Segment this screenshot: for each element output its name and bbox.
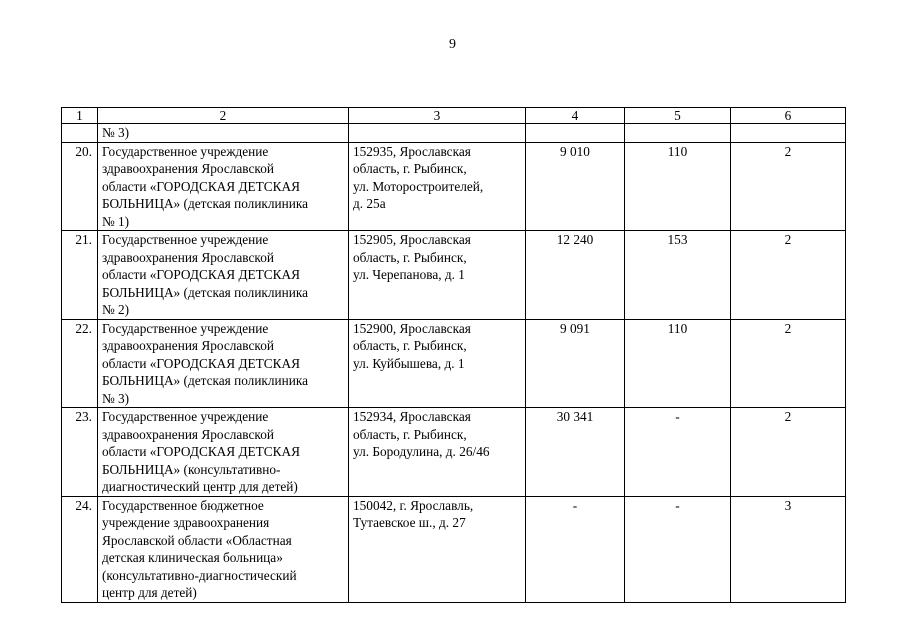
column-4-value: 9 091 (526, 319, 625, 408)
column-6-value: 2 (731, 231, 846, 320)
address-line: 152900, Ярославская (353, 320, 471, 336)
table-row (62, 124, 846, 143)
institution-name-line: Государственное учреждение (102, 232, 269, 247)
institution-name-line: № 3) (102, 125, 130, 140)
address-line: 152934, Ярославская (353, 409, 471, 424)
row-number: 20. (62, 142, 98, 231)
column-header: 4 (526, 108, 625, 124)
institution-name-line: Государственное учреждение (102, 409, 269, 424)
institution-name-line: области «ГОРОДСКАЯ ДЕТСКАЯ (102, 355, 301, 371)
institution-name-line: детская клиническая больница» (102, 550, 283, 565)
address-line: Тутаевское ш., д. 27 (353, 515, 466, 530)
column-5-value: 153 (625, 231, 731, 320)
address-line: область, г. Рыбинск, (353, 249, 467, 265)
address-line: область, г. Рыбинск, (353, 161, 467, 176)
row-number: 23. (62, 408, 98, 497)
institution-name (98, 319, 349, 408)
column-4-value (526, 124, 625, 143)
address (349, 231, 526, 320)
column-6-value: 2 (731, 408, 846, 497)
column-6-value: 2 (731, 142, 846, 231)
column-4-value: 12 240 (526, 231, 625, 320)
address (349, 319, 526, 408)
table-row (62, 408, 846, 497)
institution-name-line: области «ГОРОДСКАЯ ДЕТСКАЯ (102, 267, 301, 282)
column-4-value: 9 010 (526, 142, 625, 231)
table-header-row (62, 108, 846, 124)
row-number (62, 124, 98, 143)
institution-name-line: здравоохранения Ярославской (102, 161, 274, 176)
institution-name-line: области «ГОРОДСКАЯ ДЕТСКАЯ (102, 444, 301, 459)
address (349, 124, 526, 143)
institution-name-line: № 2) (102, 302, 130, 317)
page-number: 9 (449, 37, 456, 52)
institution-name-line: № 3) (102, 390, 130, 406)
column-6-value (731, 124, 846, 143)
institution-name-line: № 1) (102, 213, 130, 229)
address-line: 152935, Ярославская (353, 143, 471, 159)
address-line: д. 25а (353, 196, 386, 211)
address-line: 150042, г. Ярославль, (353, 497, 474, 513)
institution-name-line: учреждение здравоохранения (102, 515, 270, 530)
institution-name-line: БОЛЬНИЦА» (детская поликлиника (102, 284, 309, 300)
institution-name-line: Ярославской области «Областная (102, 532, 292, 548)
institution-name-line: (консультативно-диагностический (102, 567, 297, 583)
address-line: ул. Бородулина, д. 26/46 (353, 444, 490, 459)
institution-name (98, 142, 349, 231)
address-line: 152905, Ярославская (353, 232, 471, 247)
institution-name-line: области «ГОРОДСКАЯ ДЕТСКАЯ (102, 178, 301, 194)
column-5-value: - (625, 408, 731, 497)
column-5-value: 110 (625, 319, 731, 408)
institution-name (98, 124, 349, 143)
table-row (62, 231, 846, 320)
address-line: ул. Куйбышева, д. 1 (353, 355, 465, 371)
column-header: 5 (625, 108, 731, 124)
institution-name (98, 231, 349, 320)
address (349, 142, 526, 231)
column-5-value: - (625, 496, 731, 602)
institution-name-line: центр для детей) (102, 585, 197, 600)
institution-name-line: БОЛЬНИЦА» (консультативно- (102, 461, 281, 477)
address (349, 496, 526, 602)
column-4-value: 30 341 (526, 408, 625, 497)
address-line: ул. Черепанова, д. 1 (353, 267, 465, 282)
table-row (62, 496, 846, 602)
institution-name-line: здравоохранения Ярославской (102, 338, 274, 353)
column-header: 3 (349, 108, 526, 124)
column-header: 2 (98, 108, 349, 124)
column-6-value: 3 (731, 496, 846, 602)
address-line: область, г. Рыбинск, (353, 426, 467, 442)
institution-name-line: БОЛЬНИЦА» (детская поликлиника (102, 196, 309, 211)
institution-name-line: здравоохранения Ярославской (102, 426, 274, 442)
institution-name-line: Государственное учреждение (102, 143, 269, 159)
institution-name-line: БОЛЬНИЦА» (детская поликлиника (102, 373, 309, 388)
column-5-value: 110 (625, 142, 731, 231)
table-row (62, 319, 846, 408)
address-line: область, г. Рыбинск, (353, 338, 467, 353)
table-row (62, 142, 846, 231)
institution-name-line: здравоохранения Ярославской (102, 249, 274, 265)
row-number: 22. (62, 319, 98, 408)
column-header: 6 (731, 108, 846, 124)
data-table (61, 107, 846, 603)
institution-name-line: Государственное учреждение (102, 320, 269, 336)
institution-name-line: диагностический центр для детей) (102, 479, 298, 494)
institution-name (98, 408, 349, 497)
row-number: 24. (62, 496, 98, 602)
column-header: 1 (62, 108, 98, 124)
row-number: 21. (62, 231, 98, 320)
column-5-value (625, 124, 731, 143)
address-line: ул. Моторостроителей, (353, 178, 484, 194)
institution-name-line: Государственное бюджетное (102, 497, 264, 513)
column-6-value: 2 (731, 319, 846, 408)
column-4-value: - (526, 496, 625, 602)
institution-name (98, 496, 349, 602)
address (349, 408, 526, 497)
